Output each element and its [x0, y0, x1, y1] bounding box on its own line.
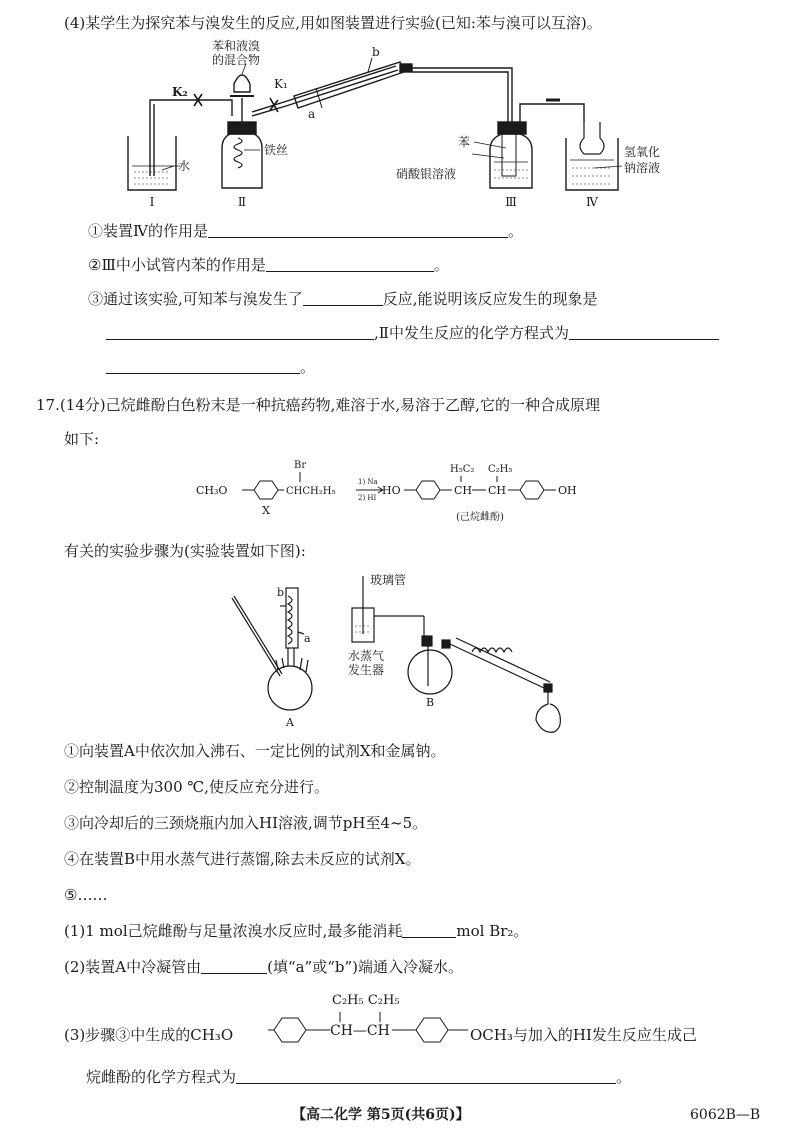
svg-text:C₂H₅: C₂H₅ — [488, 464, 513, 475]
answer-blank-4[interactable] — [106, 323, 374, 340]
answer-blank-7[interactable] — [402, 921, 456, 938]
label-naoh1: 氢氧化 — [624, 145, 661, 159]
label-mix2: 的混合物 — [211, 53, 261, 67]
flask-b — [408, 650, 452, 694]
benzene-ring-q3-left — [274, 1018, 306, 1042]
svg-text:a: a — [304, 632, 311, 645]
q17-sub3-line2: 烷雌酚的化学方程式为 。 — [86, 1068, 632, 1086]
svg-text:HO: HO — [382, 484, 401, 497]
svg-text:1) Na: 1) Na — [358, 478, 378, 486]
receiving-flask — [536, 692, 560, 732]
label-water: 水 — [178, 159, 191, 173]
svg-text:CH: CH — [488, 484, 507, 497]
roman-2: Ⅱ — [237, 195, 247, 209]
step-3: ③向冷却后的三颈烧瓶内加入HI溶液,调节pH至4~5。 — [64, 814, 428, 832]
q17-intro-line2: 如下: — [64, 430, 100, 448]
svg-text:CH: CH — [454, 484, 473, 497]
svg-text:b: b — [276, 586, 284, 599]
label-b: b — [372, 45, 380, 59]
benzene-ring-q3-right — [416, 1018, 448, 1042]
q16-4-p3-line3: 。 — [106, 356, 315, 378]
label-mix1: 苯和液溴 — [211, 39, 261, 53]
three-neck-flask-a — [268, 666, 312, 710]
answer-blank-8[interactable] — [201, 957, 267, 974]
step-1: ①向装置A中依次加入沸石、一定比例的试剂X和金属钠。 — [64, 742, 446, 760]
thermometer — [232, 598, 280, 676]
label-benzene: 苯 — [458, 135, 471, 149]
synthesis-reaction-scheme — [196, 454, 646, 530]
q17-sub3-substituents: C₂H₅ C₂H₅ — [332, 993, 400, 1008]
distillation-apparatus-diagram — [224, 568, 584, 738]
q16-4-p3-line1: ③通过该实验,可知苯与溴发生了 反应,能说明该反应发生的现象是 — [88, 290, 598, 308]
steps-intro: 有关的实验步骤为(实验装置如下图): — [64, 542, 306, 560]
benzene-ring-left — [416, 481, 440, 499]
q16-4-p2: ②Ⅲ中小试管内苯的作用是 。 — [88, 256, 449, 274]
separatory-funnel — [234, 75, 250, 92]
step-2: ②控制温度为300 ℃,使反应充分进行。 — [64, 778, 329, 796]
svg-text:CH₃O: CH₃O — [196, 484, 228, 497]
q17-sub2: (2)装置A中冷凝管由 (填“a”或“b”)端通入冷凝水。 — [64, 958, 464, 976]
q16-4-p3-line2: ,Ⅱ中发生反应的化学方程式为 — [106, 322, 719, 344]
q17-sub3-line1-right: OCH₃与加入的HI发生反应生成己 — [470, 1026, 697, 1044]
bottle-3 — [490, 134, 532, 188]
svg-text:发生器: 发生器 — [348, 663, 385, 677]
svg-text:H₅C₂: H₅C₂ — [450, 464, 475, 475]
q17-intro-line1: 17.(14分)己烷雌酚白色粉末是一种抗癌药物,难溶于水,易溶于乙醇,它的一种合成原理 — [36, 396, 600, 414]
q16-4-intro: (4)某学生为探究苯与溴发生的反应,用如图装置进行实验(已知:苯与溴可以互溶)。 — [64, 14, 602, 32]
label-naoh2: 钠溶液 — [624, 161, 661, 175]
q17-sub3-line1-left: (3)步骤③中生成的CH₃O — [64, 1026, 234, 1044]
beaker-1 — [128, 136, 176, 190]
iron-wire — [234, 138, 242, 168]
footer-code: 6062B—B — [690, 1107, 761, 1123]
q16-4-p1: ①装置Ⅳ的作用是 。 — [88, 222, 524, 240]
label-k2: K₂ — [172, 85, 188, 99]
benzene-ring-x — [254, 481, 278, 499]
q17-sub3-structure — [268, 1010, 468, 1050]
beaker-4 — [566, 138, 618, 190]
svg-text:B: B — [426, 696, 435, 709]
bromination-apparatus-diagram — [110, 38, 670, 210]
roman-3: Ⅲ — [505, 195, 517, 209]
svg-text:2) HI: 2) HI — [358, 494, 377, 502]
q17-sub1: (1)1 mol己烷雌酚与足量浓溴水反应时,最多能消耗 mol Br₂。 — [64, 922, 529, 940]
svg-text:X: X — [262, 504, 270, 517]
benzene-ring-right — [520, 481, 544, 499]
footer-title: 【高二化学 第5页(共6页)】 — [292, 1107, 470, 1123]
label-k1: K₁ — [274, 77, 288, 91]
step-5: ⑤…… — [64, 886, 108, 904]
answer-blank-2[interactable] — [266, 255, 434, 272]
svg-text:水蒸气: 水蒸气 — [348, 649, 385, 663]
answer-blank-1[interactable] — [208, 221, 508, 238]
svg-text:CHCH₂H₅: CHCH₂H₅ — [286, 486, 336, 497]
svg-text:OH: OH — [558, 484, 577, 497]
svg-text:玻璃管: 玻璃管 — [370, 573, 407, 587]
label-iron: 铁丝 — [264, 143, 289, 157]
svg-text:CH—CH: CH—CH — [330, 1023, 390, 1039]
step-4: ④在装置B中用水蒸气进行蒸馏,除去未反应的试剂X。 — [64, 850, 421, 868]
roman-1: Ⅰ — [149, 195, 155, 209]
answer-blank-9[interactable] — [236, 1067, 616, 1084]
label-silver-nitrate: 硝酸银溶液 — [396, 167, 457, 181]
roman-4: Ⅳ — [586, 195, 598, 209]
answer-blank-5[interactable] — [569, 323, 719, 340]
svg-text:A: A — [286, 716, 294, 729]
svg-text:Br: Br — [294, 460, 307, 471]
svg-text:(己烷雌酚): (己烷雌酚) — [456, 512, 504, 523]
label-a: a — [308, 107, 316, 121]
answer-blank-6[interactable] — [106, 357, 300, 374]
answer-blank-3[interactable] — [303, 289, 383, 306]
